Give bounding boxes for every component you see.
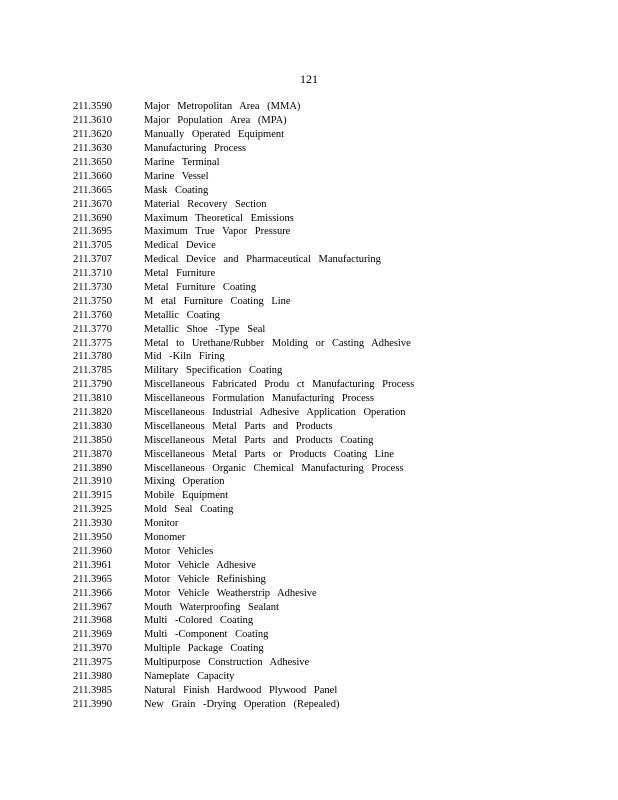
index-entry xyxy=(73,558,414,572)
index-entry xyxy=(73,183,414,197)
section-number: 211.3850 xyxy=(73,434,112,446)
index-entry xyxy=(73,364,414,378)
term-title: Miscellaneous Industrial Adhesive Application Operation xyxy=(144,407,406,419)
section-number: 211.3775 xyxy=(73,337,112,349)
index-entry xyxy=(73,586,414,600)
section-number: 211.3925 xyxy=(73,504,112,516)
section-number: 211.3630 xyxy=(73,143,112,155)
index-entry xyxy=(73,225,414,239)
index-entry xyxy=(73,156,414,170)
term-title: Mobile Equipment xyxy=(144,490,229,502)
index-entry xyxy=(73,142,414,156)
index-entry xyxy=(73,433,414,447)
section-number: 211.3730 xyxy=(73,282,112,294)
term-title: Nameplate Capacity xyxy=(144,670,235,682)
index-entry xyxy=(73,656,414,670)
index-entry xyxy=(73,239,414,253)
index-entry xyxy=(73,461,414,475)
section-number: 211.3780 xyxy=(73,351,112,363)
section-number: 211.3810 xyxy=(73,393,112,405)
section-number: 211.3770 xyxy=(73,323,112,335)
term-title: Motor Vehicle Adhesive xyxy=(144,559,256,571)
term-title: Miscellaneous Fabricated Produ ct Manufacturing Process xyxy=(144,379,415,391)
term-title: Miscellaneous Metal Parts and Products Coating xyxy=(144,434,374,446)
index-entry xyxy=(73,572,414,586)
index-entry xyxy=(73,419,414,433)
term-title: Military Specification Coating xyxy=(144,365,283,377)
index-entry xyxy=(73,531,414,545)
index-entry xyxy=(73,683,414,697)
section-number: 211.3975 xyxy=(73,657,112,669)
section-number: 211.3960 xyxy=(73,545,112,557)
term-title: Monitor xyxy=(144,518,179,530)
section-number: 211.3890 xyxy=(73,462,112,474)
index-entry xyxy=(73,350,414,364)
term-title: Miscellaneous Metal Parts and Products xyxy=(144,420,333,432)
section-number: 211.3785 xyxy=(73,365,112,377)
section-number: 211.3707 xyxy=(73,254,112,266)
page-number: 121 xyxy=(300,72,318,86)
index-entry xyxy=(73,517,414,531)
index-entry xyxy=(73,545,414,559)
section-number: 211.3750 xyxy=(73,295,112,307)
index-entry xyxy=(73,114,414,128)
section-number: 211.3967 xyxy=(73,601,112,613)
term-title: Monomer xyxy=(144,532,186,544)
definitions-index-list xyxy=(73,100,414,711)
term-title: M etal Furniture Coating Line xyxy=(144,295,291,307)
term-title: Motor Vehicle Refinishing xyxy=(144,573,266,585)
term-title: Mid -Kiln Firing xyxy=(144,351,225,363)
term-title: Mask Coating xyxy=(144,184,209,196)
index-entry xyxy=(73,197,414,211)
term-title: Manufacturing Process xyxy=(144,143,247,155)
index-entry xyxy=(73,211,414,225)
section-number: 211.3710 xyxy=(73,268,112,280)
term-title: Multi -Colored Coating xyxy=(144,615,254,627)
term-title: New Grain -Drying Operation (Repealed) xyxy=(144,698,340,710)
section-number: 211.3590 xyxy=(73,101,112,113)
index-entry xyxy=(73,697,414,711)
term-title: Metal Furniture Coating xyxy=(144,282,257,294)
section-number: 211.3965 xyxy=(73,573,112,585)
section-number: 211.3980 xyxy=(73,670,112,682)
section-number: 211.3695 xyxy=(73,226,112,238)
section-number: 211.3705 xyxy=(73,240,112,252)
index-entry xyxy=(73,281,414,295)
section-number: 211.3985 xyxy=(73,684,112,696)
term-title: Marine Terminal xyxy=(144,157,220,168)
index-entry xyxy=(73,475,414,489)
section-number: 211.3610 xyxy=(73,115,112,127)
term-title: Miscellaneous Organic Chemical Manufacturing Process xyxy=(144,462,404,474)
section-number: 211.3660 xyxy=(73,170,112,182)
section-number: 211.3968 xyxy=(73,615,112,627)
term-title: Natural Finish Hardwood Plywood Panel xyxy=(144,684,338,696)
term-title: Metallic Shoe -Type Seal xyxy=(144,323,266,335)
index-entry xyxy=(73,503,414,517)
index-entry xyxy=(73,642,414,656)
section-number: 211.3915 xyxy=(73,490,112,502)
term-title: Marine Vessel xyxy=(144,170,209,182)
term-title: Maximum Theoretical Emissions xyxy=(144,212,294,224)
index-entry xyxy=(73,489,414,503)
section-number: 211.3966 xyxy=(73,587,112,599)
index-entry xyxy=(73,169,414,183)
term-title: Major Population Area (MPA) xyxy=(144,115,287,127)
index-entry xyxy=(73,447,414,461)
term-title: Medical Device xyxy=(144,240,216,252)
section-number: 211.3870 xyxy=(73,448,112,460)
index-entry xyxy=(73,253,414,267)
section-number: 211.3961 xyxy=(73,559,112,571)
index-entry xyxy=(73,308,414,322)
index-entry xyxy=(73,128,414,142)
index-entry xyxy=(73,628,414,642)
index-entry xyxy=(73,406,414,420)
section-number: 211.3910 xyxy=(73,476,112,488)
index-entry xyxy=(73,670,414,684)
section-number: 211.3790 xyxy=(73,379,112,391)
term-title: Multiple Package Coating xyxy=(144,643,264,655)
term-title: Metal to Urethane/Rubber Molding or Casting Adhesive xyxy=(144,337,411,349)
term-title: Mold Seal Coating xyxy=(144,504,234,516)
term-title: Manually Operated Equipment xyxy=(144,129,285,141)
term-title: Motor Vehicle Weatherstrip Adhesive xyxy=(144,587,317,599)
term-title: Metallic Coating xyxy=(144,309,220,321)
section-number: 211.3820 xyxy=(73,407,112,419)
section-number: 211.3650 xyxy=(73,157,112,168)
section-number: 211.3830 xyxy=(73,420,112,432)
term-title: Material Recovery Section xyxy=(144,198,267,210)
section-number: 211.3760 xyxy=(73,309,112,321)
term-title: Metal Furniture xyxy=(144,268,216,280)
term-title: Motor Vehicles xyxy=(144,545,214,557)
section-number: 211.3665 xyxy=(73,184,112,196)
section-number: 211.3950 xyxy=(73,532,112,544)
term-title: Multipurpose Construction Adhesive xyxy=(144,657,310,669)
term-title: Mixing Operation xyxy=(144,476,225,488)
term-title: Maximum True Vapor Pressure xyxy=(144,226,291,238)
index-entry xyxy=(73,392,414,406)
index-entry xyxy=(73,614,414,628)
index-entry xyxy=(73,294,414,308)
term-title: Mouth Waterproofing Sealant xyxy=(144,601,279,613)
term-title: Miscellaneous Formulation Manufacturing Process xyxy=(144,393,374,405)
term-title: Multi -Component Coating xyxy=(144,629,269,641)
index-entry xyxy=(73,600,414,614)
section-number: 211.3670 xyxy=(73,198,112,210)
index-entry xyxy=(73,322,414,336)
section-number: 211.3990 xyxy=(73,698,112,710)
term-title: Medical Device and Pharmaceutical Manufacturing xyxy=(144,254,381,266)
term-title: Miscellaneous Metal Parts or Products Coating Line xyxy=(144,448,394,460)
section-number: 211.3930 xyxy=(73,518,112,530)
index-entry xyxy=(73,336,414,350)
index-entry xyxy=(73,378,414,392)
section-number: 211.3620 xyxy=(73,129,112,141)
index-entry xyxy=(73,100,414,114)
section-number: 211.3969 xyxy=(73,629,112,641)
index-entry xyxy=(73,267,414,281)
section-number: 211.3970 xyxy=(73,643,112,655)
section-number: 211.3690 xyxy=(73,212,112,224)
term-title: Major Metropolitan Area (MMA) xyxy=(144,101,301,113)
